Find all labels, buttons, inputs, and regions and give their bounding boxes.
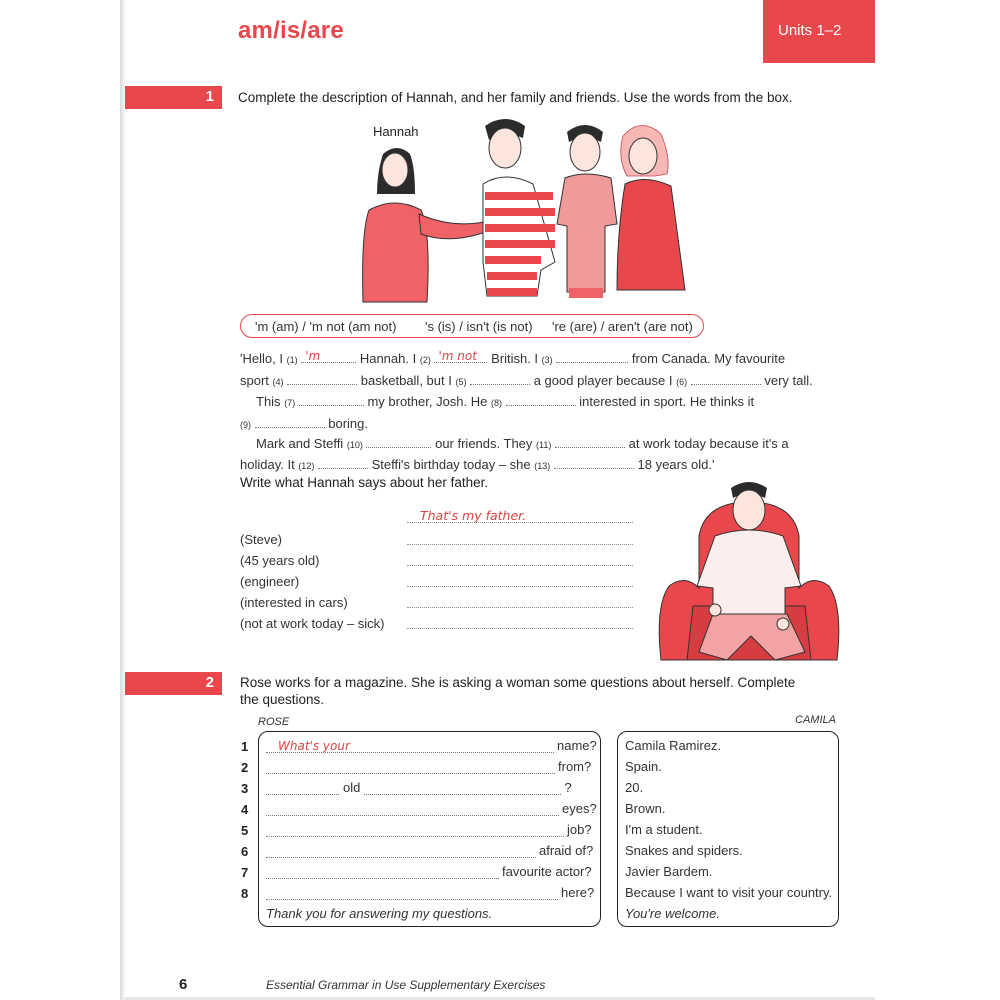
camila-answer-6: Snakes and spiders. — [625, 843, 743, 858]
rose-closing: Thank you for answering my questions. — [266, 906, 493, 921]
paragraph-line-6: holiday. It (12) Steffi's birthday today – she (13) 18 years old.' — [240, 457, 715, 472]
father-prompt-3: (engineer) — [240, 574, 300, 589]
camila-answer-5: I'm a student. — [625, 822, 703, 837]
question-blank-1[interactable] — [266, 741, 554, 753]
question-blank-8[interactable] — [266, 888, 558, 900]
question-number-6: 6 — [241, 844, 249, 859]
question-blank-6[interactable] — [266, 846, 536, 858]
word-box — [240, 314, 704, 338]
exercise-2-instruction: Rose works for a magazine. She is asking a woman some questions about herself. Complete the questions. — [240, 675, 796, 707]
blank-8[interactable] — [506, 394, 576, 406]
blank-13[interactable] — [554, 457, 634, 469]
father-illustration — [655, 476, 843, 662]
answer-1: 'm — [305, 349, 321, 363]
camila-answer-8: Because I want to visit your country. — [625, 885, 833, 900]
answer-2: 'm not — [438, 349, 477, 363]
father-answer-line-3[interactable] — [407, 586, 633, 587]
camila-answer-2: Spain. — [625, 759, 662, 774]
question-blank-7[interactable] — [266, 867, 499, 879]
question-blank-3a[interactable] — [266, 783, 339, 795]
word-option-is: 's (is) / isn't (is not) — [425, 318, 533, 334]
word-option-am: 'm (am) / 'm not (am not) — [255, 318, 397, 334]
question-1-prefill: What's your — [278, 739, 350, 753]
question-number-3: 3 — [241, 781, 249, 796]
josh-figure — [483, 119, 555, 296]
question-line-6: afraid of? — [266, 843, 593, 858]
hannah-figure — [363, 148, 500, 302]
father-instruction: Write what Hannah says about her father. — [240, 475, 489, 490]
blank-10[interactable] — [366, 436, 431, 448]
blank-9[interactable] — [255, 416, 325, 428]
blank-1[interactable] — [301, 351, 356, 363]
question-blank-3b[interactable] — [364, 783, 561, 795]
question-number-8: 8 — [241, 886, 249, 901]
question-line-2: from? — [266, 759, 591, 774]
father-answer-line-example — [407, 522, 633, 523]
paragraph-line-2: sport (4) basketball, but I (5) a good player because I (6) very tall. — [240, 373, 813, 388]
paragraph-line-1: 'Hello, I (1) 'm Hannah. I (2) 'm not British. I (3) from Canada. My favourite — [240, 349, 786, 366]
exercise-1-instruction: Complete the description of Hannah, and her family and friends. Use the words from the box. — [238, 90, 793, 105]
question-line-4: eyes? — [266, 801, 597, 816]
father-answer-line-5[interactable] — [407, 628, 633, 629]
camila-closing: You're welcome. — [625, 906, 720, 921]
units-tab: Units 1–2 — [763, 0, 875, 63]
page-title: am/is/are — [238, 17, 344, 44]
question-line-1: What's your name? — [266, 738, 597, 753]
question-blank-2[interactable] — [266, 762, 555, 774]
paragraph-line-4: (9) boring. — [240, 416, 368, 431]
blank-4[interactable] — [287, 373, 357, 385]
exercise-1-tab: 1 — [125, 86, 222, 109]
camila-answer-3: 20. — [625, 780, 644, 795]
father-answer-line-4[interactable] — [407, 607, 633, 608]
book-title: Essential Grammar in Use Supplementary Exercises — [266, 978, 546, 992]
question-line-7: favourite actor? — [266, 864, 592, 879]
page-number: 6 — [179, 976, 188, 993]
camila-answer-4: Brown. — [625, 801, 666, 816]
father-example-answer: That's my father. — [420, 508, 527, 523]
camila-answer-1: Camila Ramirez. — [625, 738, 722, 753]
family-illustration — [355, 112, 695, 304]
blank-12[interactable] — [318, 457, 368, 469]
blank-11[interactable] — [555, 436, 625, 448]
paragraph-line-5: Mark and Steffi (10) our friends. They (11) at work today because it's a — [256, 436, 789, 451]
father-answer-line-2[interactable] — [407, 565, 633, 566]
question-number-1: 1 — [241, 739, 249, 754]
blank-6[interactable] — [691, 373, 761, 385]
father-prompt-2: (45 years old) — [240, 553, 320, 568]
blank-2[interactable] — [434, 351, 487, 363]
word-option-are: 're (are) / aren't (are not) — [552, 318, 693, 334]
hannah-label: Hannah — [373, 124, 419, 139]
question-line-8: here? — [266, 885, 594, 900]
father-answer-line-1[interactable] — [407, 544, 633, 545]
question-blank-5[interactable] — [266, 825, 564, 837]
camila-answer-7: Javier Bardem. — [625, 864, 713, 879]
steffi-figure — [617, 125, 685, 290]
father-prompt-5: (not at work today – sick) — [240, 616, 385, 631]
blank-5[interactable] — [470, 373, 530, 385]
question-number-7: 7 — [241, 865, 249, 880]
rose-label: ROSE — [258, 716, 290, 728]
question-number-5: 5 — [241, 823, 249, 838]
paragraph-line-3: This (7) my brother, Josh. He (8) interested in sport. He thinks it — [256, 394, 755, 409]
father-prompt-4: (interested in cars) — [240, 595, 348, 610]
blank-7[interactable] — [299, 394, 364, 406]
question-line-3: old ? — [266, 780, 572, 795]
exercise-2-tab: 2 — [125, 672, 222, 695]
question-line-5: job? — [266, 822, 592, 837]
blank-3[interactable] — [556, 351, 628, 363]
camila-label: CAMILA — [795, 714, 836, 726]
question-blank-4[interactable] — [266, 804, 559, 816]
question-number-4: 4 — [241, 802, 249, 817]
question-number-2: 2 — [241, 760, 249, 775]
father-prompt-1: (Steve) — [240, 532, 282, 547]
mark-figure — [557, 125, 617, 298]
